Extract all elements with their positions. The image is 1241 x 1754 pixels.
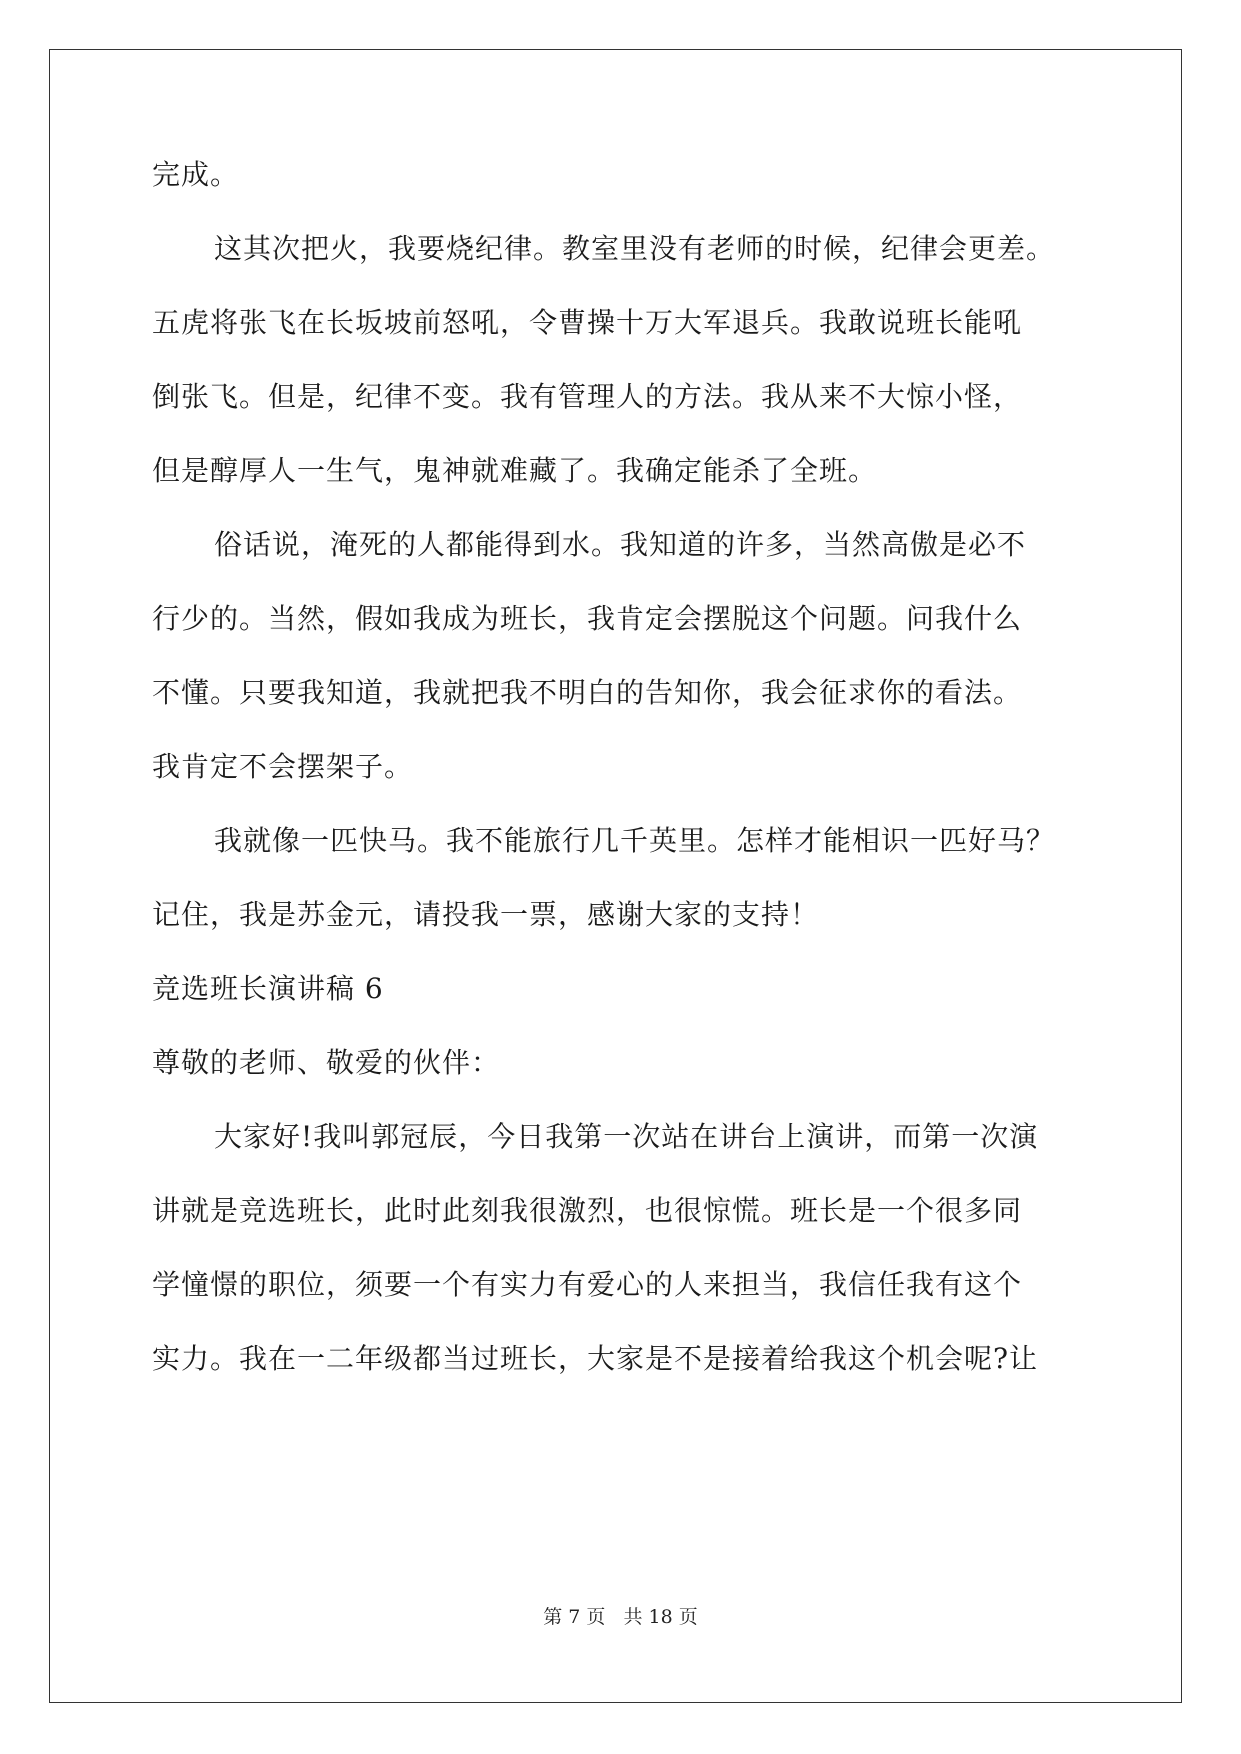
text-line: 俗话说，淹死的人都能得到水。我知道的许多，当然高傲是必不	[214, 528, 1027, 561]
text-line: 记住，我是苏金元，请投我一票，感谢大家的支持！	[152, 898, 820, 931]
text-line: 我肯定不会摆架子。	[152, 750, 414, 783]
text-line: 这其次把火，我要烧纪律。教室里没有老师的时候，纪律会更差。	[214, 232, 1056, 265]
text-line: 行少的。当然，假如我成为班长，我肯定会摆脱这个问题。问我什么	[152, 602, 1023, 635]
page-footer	[0, 1605, 1241, 1629]
text-line: 倒张飞。但是，纪律不变。我有管理人的方法。我从来不大惊小怪，	[152, 380, 1023, 413]
text-line: 五虎将张飞在长坂坡前怒吼，令曹操十万大军退兵。我敢说班长能吼	[152, 306, 1023, 339]
section-heading: 竞选班长演讲稿 6	[152, 972, 384, 1005]
text-line: 讲就是竞选班长，此时此刻我很激烈，也很惊慌。班长是一个很多同	[152, 1194, 1023, 1227]
text-line: 不懂。只要我知道，我就把我不明白的告知你，我会征求你的看法。	[152, 676, 1023, 709]
page-number: 第 7 页	[543, 1606, 606, 1628]
page-total: 共 18 页	[623, 1606, 698, 1628]
salutation: 尊敬的老师、敬爱的伙伴：	[152, 1046, 501, 1079]
text-line: 学憧憬的职位，须要一个有实力有爱心的人来担当，我信任我有这个	[152, 1268, 1023, 1301]
text-line: 但是醇厚人一生气，鬼神就难藏了。我确定能杀了全班。	[152, 454, 878, 487]
text-line: 我就像一匹快马。我不能旅行几千英里。怎样才能相识一匹好马？	[214, 824, 1056, 857]
page-border	[49, 49, 1182, 1703]
text-line: 实力。我在一二年级都当过班长，大家是不是接着给我这个机会呢?让	[152, 1342, 1039, 1375]
text-line: 大家好!我叫郭冠辰，今日我第一次站在讲台上演讲，而第一次演	[214, 1120, 1039, 1153]
text-line: 完成。	[152, 158, 240, 191]
